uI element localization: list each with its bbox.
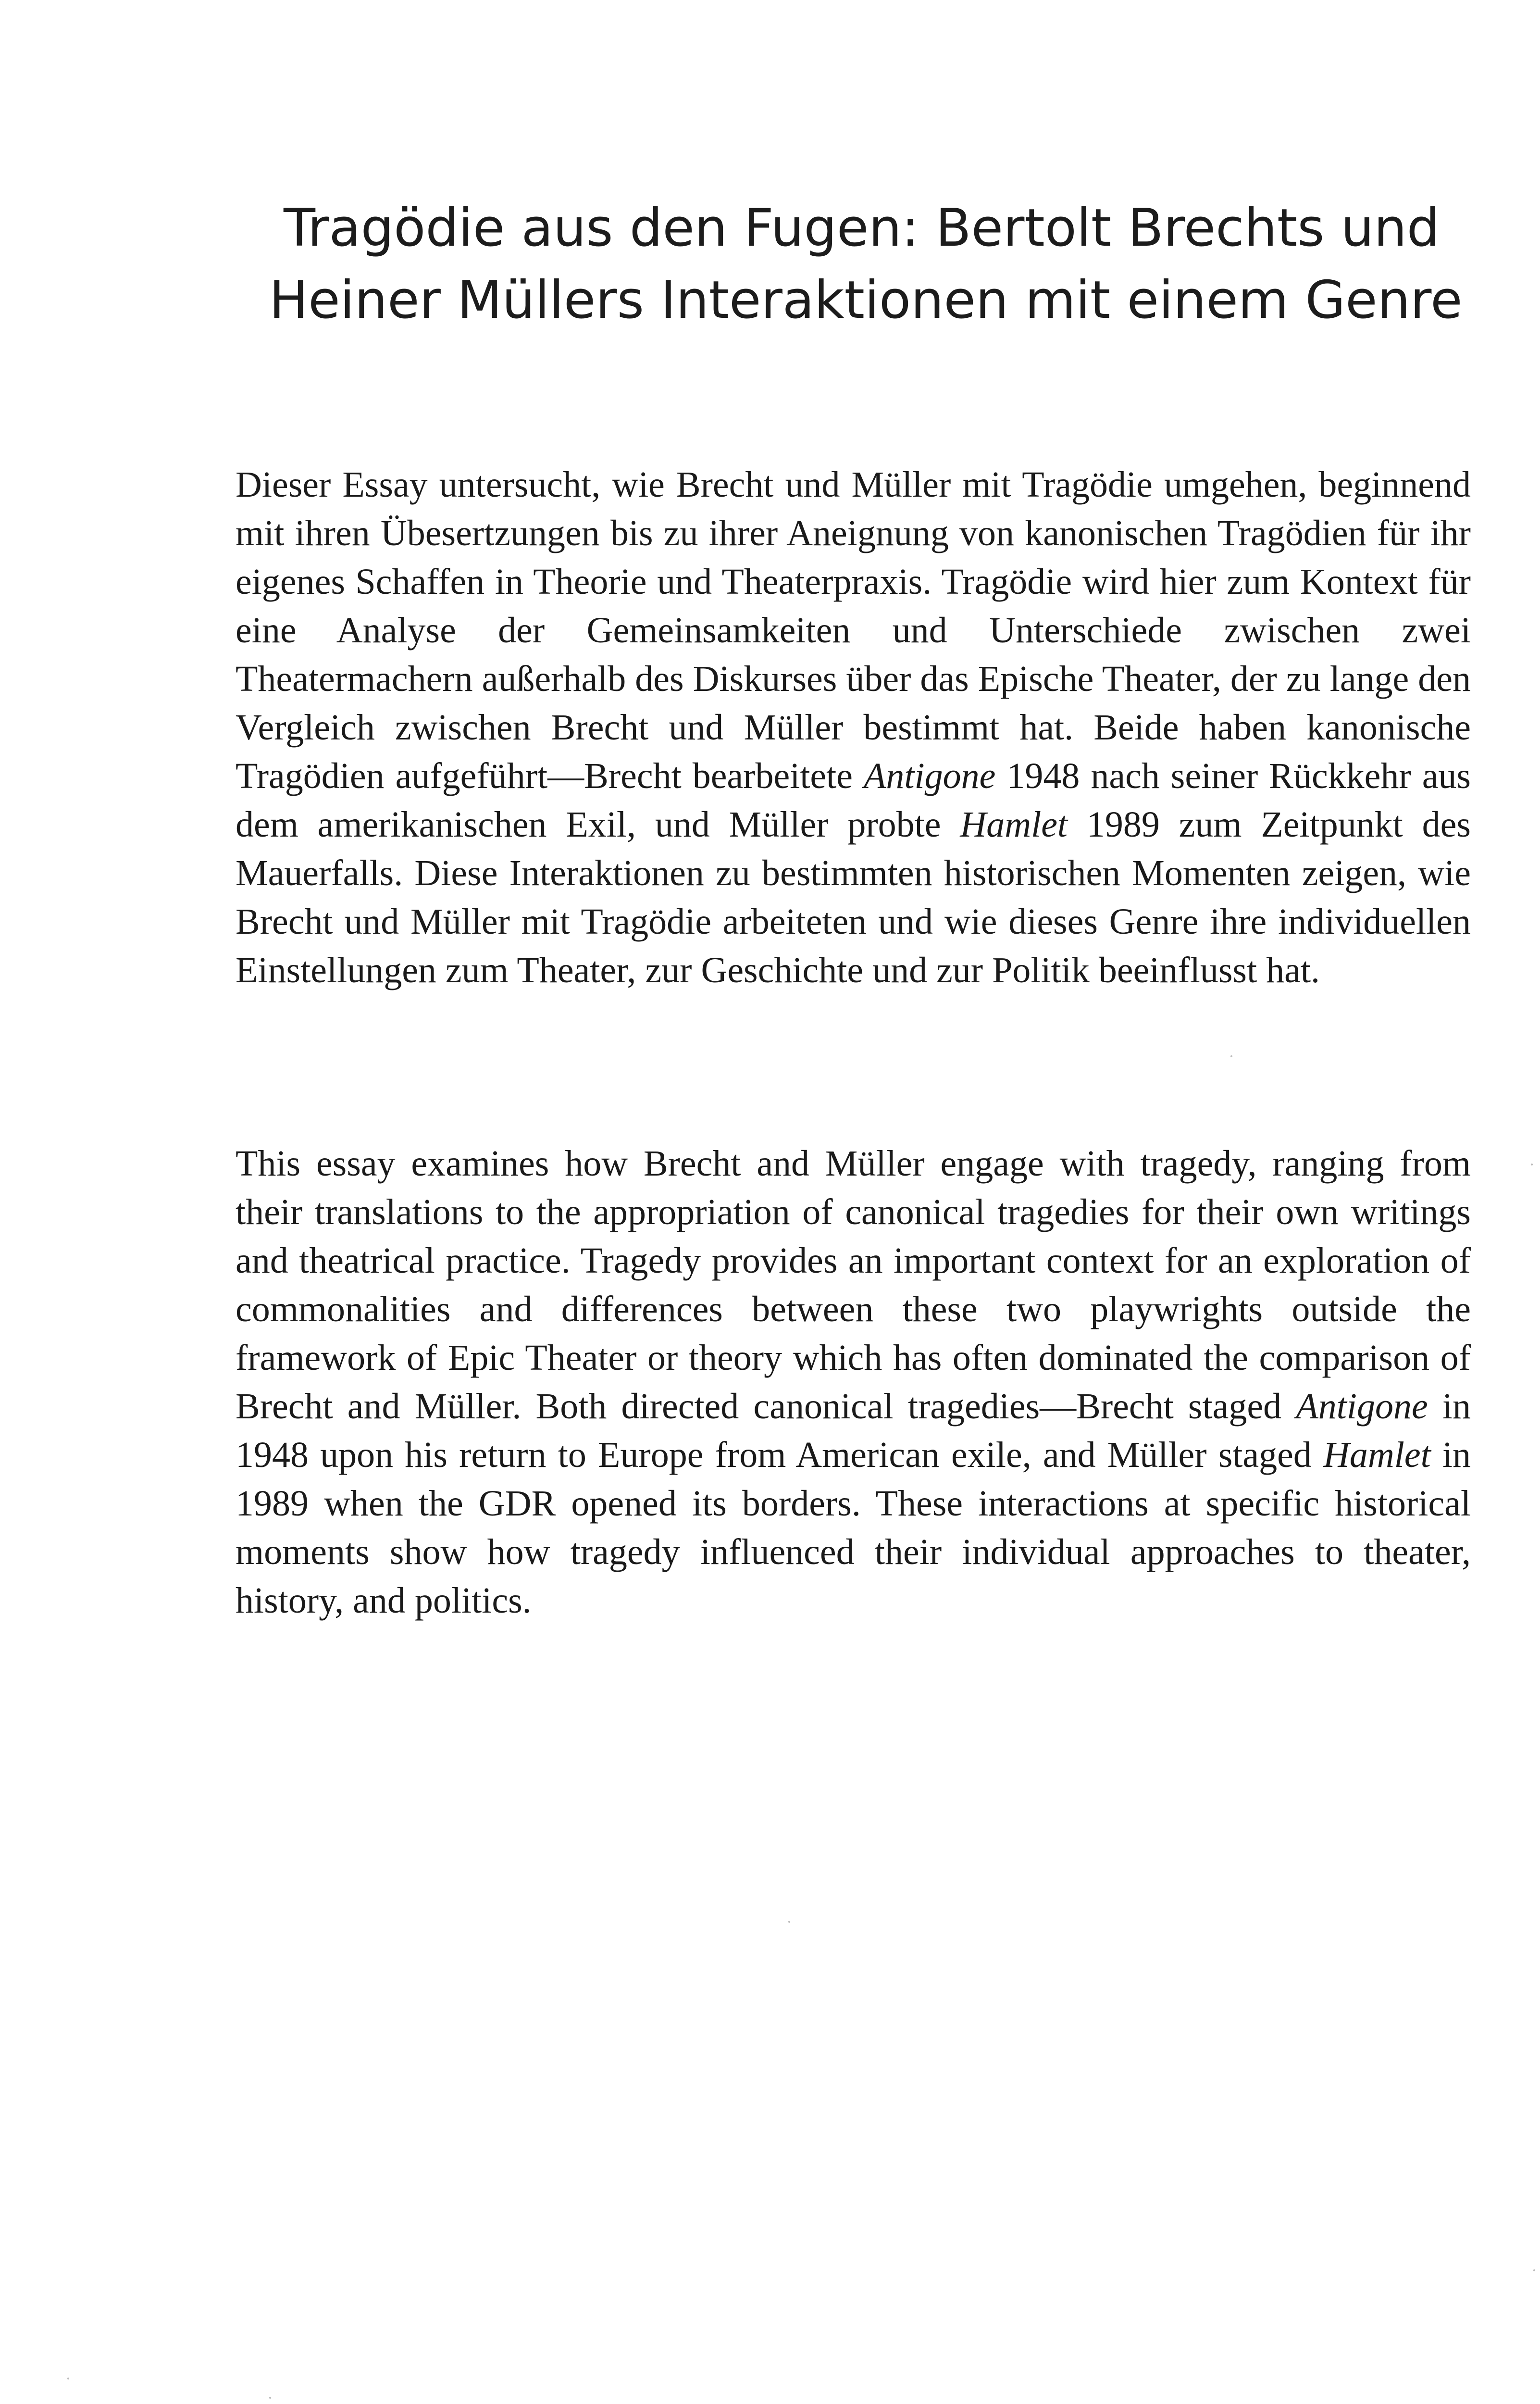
abstract-english-text-3: in 1989 when the GDR opened its borders. These interactions at specific historical moments show how tragedy influenced their individual approaches to theater, history, and politics.	[236, 1435, 1471, 1621]
abstract-german-work-title-antigone: Antigone	[864, 756, 996, 796]
scan-speck	[1531, 1164, 1533, 1165]
scan-speck	[67, 2378, 69, 2379]
article-title-line-2: Heiner Müllers Interaktionen mit einem Genre	[269, 270, 1463, 330]
abstract-german-work-title-hamlet: Hamlet	[960, 804, 1068, 845]
abstract-english-text-2: in 1948 upon his return to Europe from American exile, and Müller staged	[236, 1386, 1471, 1475]
scan-speck	[1533, 2269, 1535, 2271]
abstract-german	[236, 461, 1471, 995]
abstract-english-text-1: This essay examines how Brecht and Müller engage with tragedy, ranging from their translations to the appropriation of canonical tragedies for their own writings and theatrical practice. Tragedy provides an important context for an exploration of commonalities and differences between these two playwrights outside the framework of Epic Theater or theory which has often dominated the comparison of Brecht and Müller. Both directed canonical tragedies—Brecht staged	[236, 1143, 1471, 1427]
scan-speck	[269, 2397, 271, 2399]
article-title-line-1: Tragödie aus den Fugen: Bertolt Brechts und	[284, 198, 1440, 258]
scan-speck	[1230, 1055, 1232, 1057]
article-title	[236, 192, 1485, 337]
scan-speck	[788, 1921, 790, 1923]
abstract-english-work-title-hamlet: Hamlet	[1323, 1435, 1431, 1475]
abstract-german-text-1: Dieser Essay untersucht, wie Brecht und Müller mit Tragödie umgehen, beginnend mit ihren Übesertzungen bis zu ihrer Aneignung von kanonischen Tragödien für ihr eigenes Schaffen in Theorie und Theaterpraxis. Tragödie wird hier zum Kontext für eine Analyse der Gemeinsamkeiten und Unterschiede zwischen zwei Theatermachern außerhalb des Diskurses über das Epische Theater, der zu lange den Vergleich zwischen Brecht und Müller bestimmt hat. Beide haben kanonische Tragödien aufgeführt—Brecht bearbeitete	[236, 464, 1471, 796]
abstract-english	[236, 1139, 1471, 1625]
abstract-english-work-title-antigone: Antigone	[1296, 1386, 1428, 1427]
abstract-german-text-3: 1989 zum Zeitpunkt des Mauerfalls. Diese Interaktionen zu bestimmten historischen Momenten zeigen, wie Brecht und Müller mit Tragödie arbeiteten und wie dieses Genre ihre individuellen Einstellungen zum Theater, zur Geschichte und zur Politik beeinflusst hat.	[236, 804, 1471, 990]
abstract-german-text-2: 1948 nach seiner Rückkehr aus dem amerikanischen Exil, und Müller probte	[236, 756, 1471, 845]
